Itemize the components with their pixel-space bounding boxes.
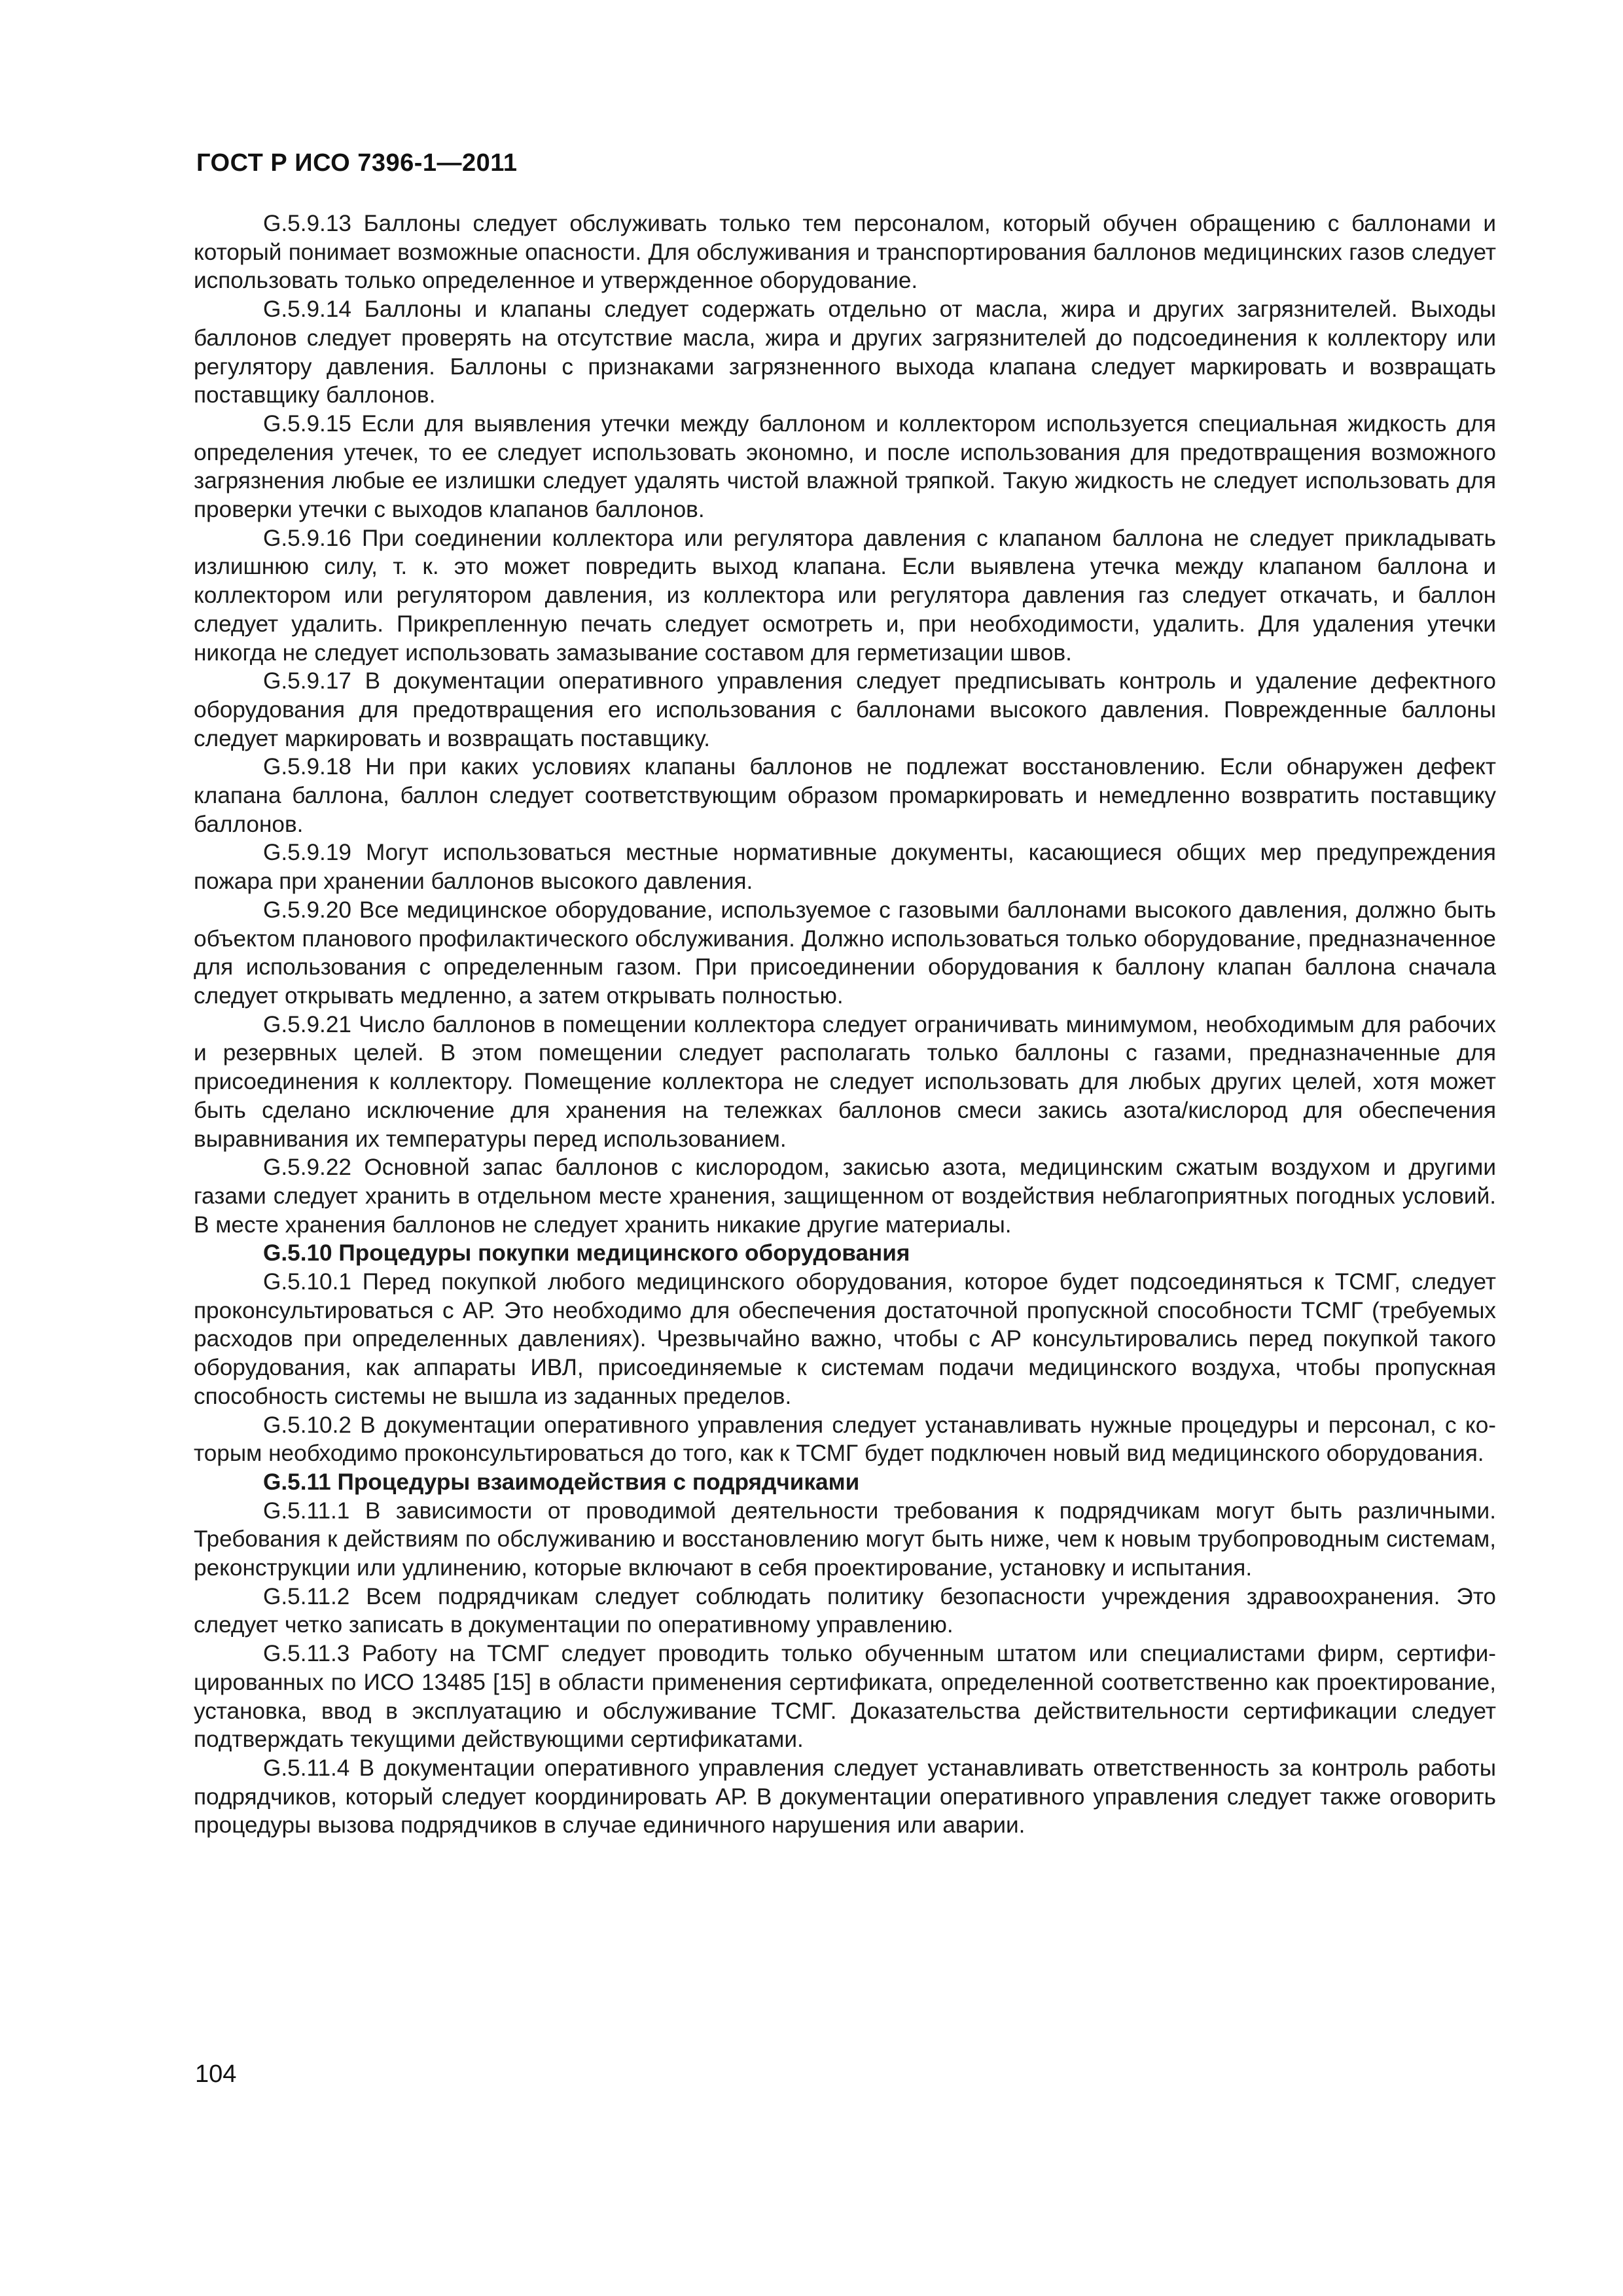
clause-paragraph: G.5.10.1 Перед покупкой любого медицинского оборудования, которое будет подсоединяться к ТСМГ, следует проконсультироваться с АР. Это необходимо для обеспечения достаточной пропускной способности ТСМГ (требуемых расходов при определенных давлениях). Чрезвычайно важно, чтобы с АР консультировались перед покупкой такого оборудования, как аппараты ИВЛ, присоединяемые к системам подачи медицинского воздуха, чтобы пропускная способность системы не вышла из заданных пределов. [194, 1269, 1496, 1409]
document-body [194, 209, 1496, 1840]
clause-paragraph: G.5.9.18 Ни при каких условиях клапаны баллонов не подлежат восстановлению. Если обнаружен дефект клапана баллона, баллон следует соответствующим образом промаркировать и немедленно возвратить поставщику баллонов. [194, 754, 1496, 837]
clause-paragraph: G.5.9.17 В документации оперативного управления следует предписывать контроль и удаление дефектного оборудования для предотвращения его использования с баллонами высокого давления. Поврежденные баллоны следует маркировать и возвращать поставщику. [194, 668, 1496, 751]
clause-paragraph: G.5.9.15 Если для выявления утечки между баллоном и коллектором используется специальная жидкость для определения утечек, то ее следует использовать экономно, и после использования для предотвращения возможного загрязнения любые ее излишки следует удалять чистой влажной тряпкой. Такую жидкость не следует использовать для проверки утечки с выходов клапанов баллонов. [194, 410, 1496, 523]
document-code: ГОСТ Р ИСО 7396-1—2011 [196, 149, 518, 177]
clause-paragraph: G.5.9.19 Могут использоваться местные нормативные документы, касающиеся общих мер предупреждения пожара при хранении баллонов высокого давления. [194, 840, 1496, 895]
clause-paragraph: G.5.9.13 Баллоны следует обслуживать только тем персоналом, который обучен обращению с баллонами и который понимает возможные опасности. Для обслуживания и транспортирования баллонов медицинских газов следует использовать только определенное и утвержденное оборудование. [194, 211, 1496, 294]
section-heading: G.5.10 Процедуры покупки медицинского оборудования [263, 1240, 910, 1266]
clause-paragraph: G.5.10.2 В документации оперативного управления следует устанавливать нужные процедуры и персонал, с которым необходимо проконсультироваться до того, как к ТСМГ будет подключен новый вид медицинского оборудования. [194, 1412, 1496, 1467]
clause-paragraph: G.5.11.1 В зависимости от проводимой деятельности требования к подрядчикам могут быть различными. Требования к действиям по обслуживанию и восстановлению могут быть ниже, чем к новым трубопроводным системам, реконструкции или удлинению, которые включают в себя проектирование, установку и испытания. [194, 1498, 1496, 1581]
clause-paragraph: G.5.9.14 Баллоны и клапаны следует содержать отдельно от масла, жира и других загрязнителей. Выходы баллонов следует проверять на отсутствие масла, жира и других загрязнителей до подсоединения к коллектору или регулятору давления. Баллоны с признаками загрязненного выхода клапана следует маркировать и возвращать поставщику баллонов. [194, 296, 1496, 408]
clause-paragraph: G.5.11.3 Работу на ТСМГ следует проводить только обученным штатом или специалистами фирм, сертифицированных по ИСО 13485 [15] в области применения сертификата, определенной соответственно как проектирование, установка, ввод в эксплуатацию и обслуживание ТСМГ. Доказательства действительности сертификации следует подтверждать текущими действующими сертификатами. [194, 1641, 1496, 1753]
clause-paragraph: G.5.9.21 Число баллонов в помещении коллектора следует ограничивать минимумом, необходимым для рабочих и резервных целей. В этом помещении следует располагать только баллоны с газами, предназначенные для присоединения к коллектору. Помещение коллектора не следует использовать для любых других целей, хотя может быть сделано исключение для хранения на тележках баллонов смеси закись азота/кислород для обеспечения выравнивания их температуры перед использованием. [194, 1011, 1496, 1152]
page-number: 104 [195, 2060, 237, 2088]
clause-paragraph: G.5.9.22 Основной запас баллонов с кислородом, закисью азота, медицинским сжатым воздухом и другими газами следует хранить в отдельном месте хранения, защищенном от воздействия неблагоприятных погодных условий. В месте хранения баллонов не следует хранить никакие другие материалы. [194, 1155, 1496, 1238]
clause-paragraph: G.5.11.2 Всем подрядчикам следует соблюдать политику безопасности учреждения здравоохранения. Это следует четко записать в документации по оперативному управлению. [194, 1583, 1496, 1638]
clause-paragraph: G.5.9.20 Все медицинское оборудование, используемое с газовыми баллонами высокого давления, должно быть объектом планового профилактического обслуживания. Должно использоваться только оборудование, предназначенное для использования с определенным газом. При присоединении оборудования к баллону клапан баллона сначала следует открывать медленно, а затем открывать полностью. [194, 897, 1496, 1009]
clause-paragraph: G.5.11.4 В документации оперативного управления следует устанавливать ответственность за контроль работы подрядчиков, который следует координировать АР. В документации оперативного управления следует также оговорить процедуры вызова подрядчиков в случае единичного нарушения или аварии. [194, 1755, 1496, 1839]
section-heading: G.5.11 Процедуры взаимодействия с подрядчиками [263, 1469, 860, 1495]
clause-paragraph: G.5.9.16 При соединении коллектора или регулятора давления с клапаном баллона не следует прикладывать излишнюю силу, т. к. это может повредить выход клапана. Если выявлена утечка между клапаном баллона и коллектором или регулятором давления, из коллектора или регулятора давления газ следует откачать, и баллон следует удалить. Прикрепленную печать следует осмотреть и, при необходимости, удалить. Для удаления утечки никогда не следует использовать замазывание составом для герметизации швов. [194, 525, 1496, 666]
